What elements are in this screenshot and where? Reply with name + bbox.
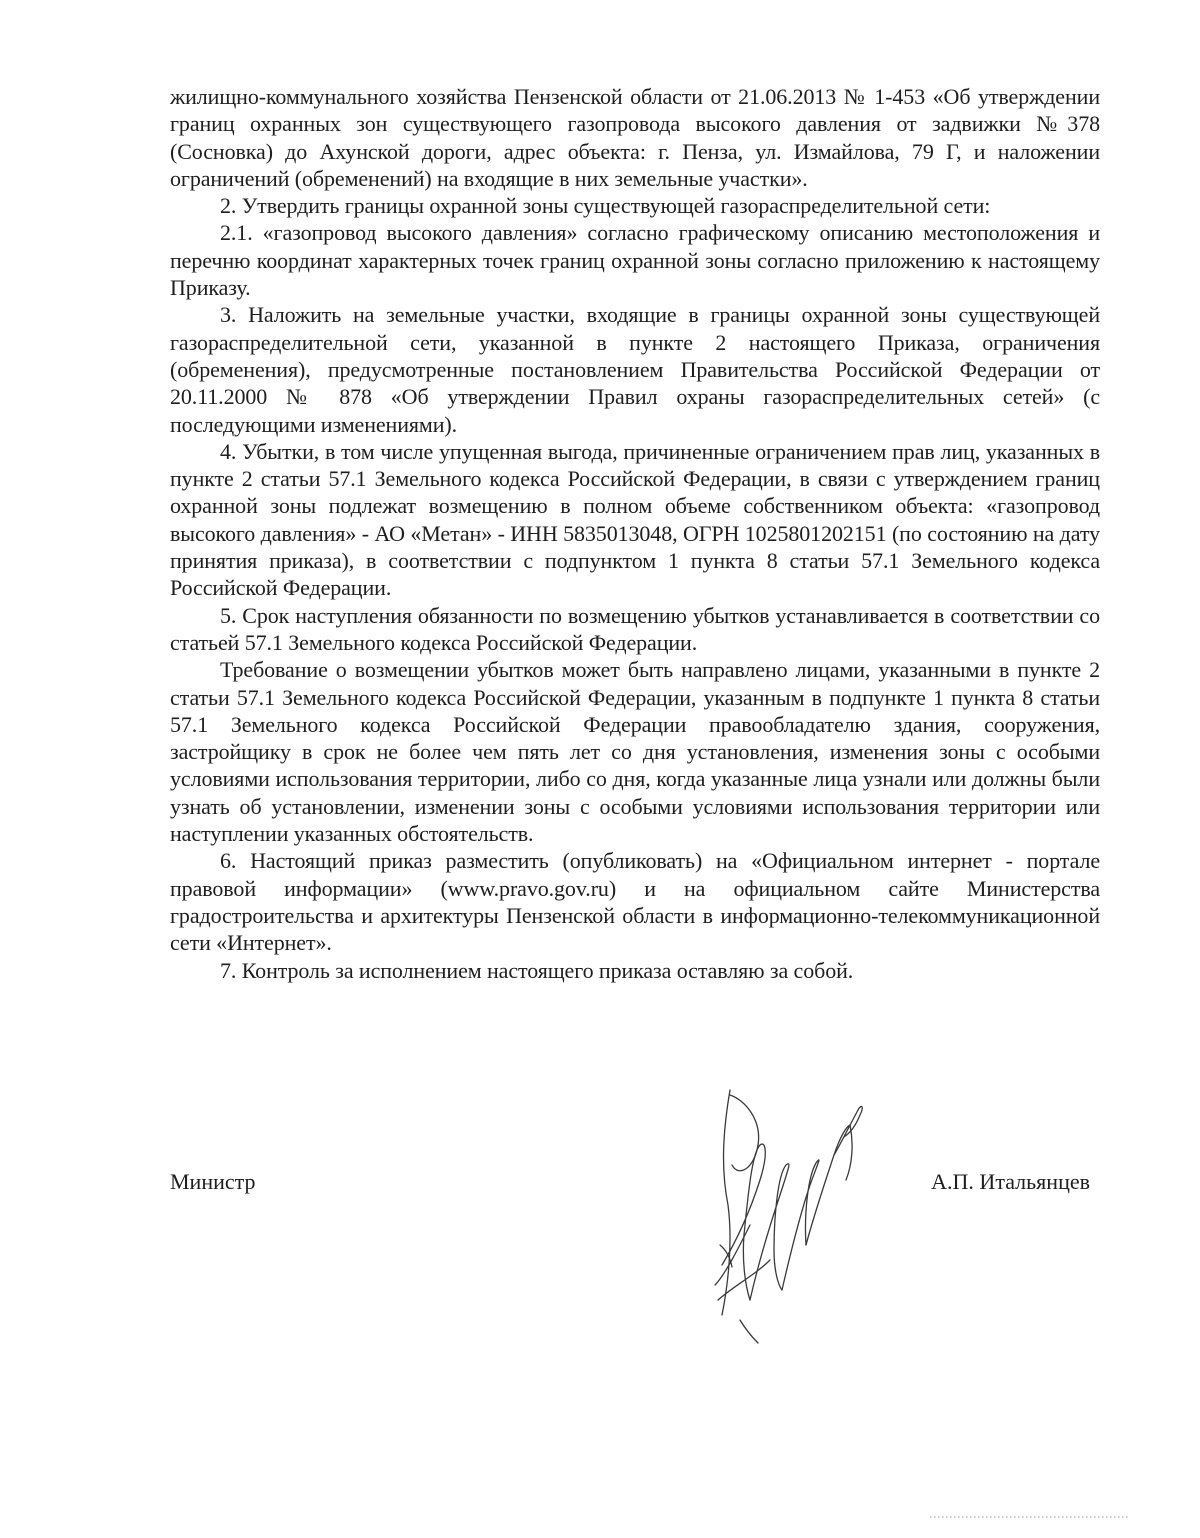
paragraph-item-5: 5. Срок наступления обязанности по возмещению убытков устанавливается в соответствии со статьей 57.1 Земельного кодекса Российской Федерации. [170,602,1100,655]
paragraph-item-2-1: 2.1. «газопровод высокого давления» согласно графическому описанию местоположения и перечню координат характерных точек границ охранной зоны согласно приложению к настоящему Приказу. [170,220,1100,301]
paragraph-item-4: 4. Убытки, в том числе упущенная выгода, причиненные ограничением прав лиц, указанных в пункте 2 статьи 57.1 Земельного кодекса Российской Федерации, в связи с утверждением границ охранной зоны подлежат возмещению в полном объеме собственником объекта: «газопровод высокого давления» - АО «Метан» - ИНН 5835013048, ОГРН 1025801202151 (по состоянию на дату принятия приказа), в соответствии с подпунктом 1 пункта 8 статьи 57.1 Земельного кодекса Российской Федерации. [170,438,1100,601]
paragraph-item-7: 7. Контроль за исполнением настоящего приказа оставляю за собой. [220,957,854,983]
paragraph-item-6: 6. Настоящий приказ разместить (опубликовать) на «Официальном интернет - портале правовой информации» (www.pravo.gov.ru) и на официальном сайте Министерства градостроительства и архитектуры Пензенской области в информационно-телекоммуникационной сети «Интернет». [170,848,1100,956]
paragraph-item-3: 3. Наложить на земельные участки, входящие в границы охранной зоны существующей газораспределительной сети, указанной в пункте 2 настоящего Приказа, ограничения (обременения), предусмотренные постановлением Правительства Российской Федерации от 20.11.2000 № 878 «Об утверждении Правил охраны газораспределительных сетей» (с последующими изменениями). [170,302,1100,437]
signatory-name: А.П. Итальянцев [931,1169,1090,1194]
signatory-position: Министр [170,1169,256,1194]
handwritten-signature [700,1085,890,1345]
document-body [170,83,1100,984]
paragraph-compensation-claim: Требование о возмещении убытков может быть направлено лицами, указанными в пункте 2 статьи 57.1 Земельного кодекса Российской Федерации, указанным в подпункте 1 пункта 8 статьи 57.1 Земельного кодекса Российской Федерации правообладателю здания, сооружения, застройщику в срок не более чем пять лет со дня установления, изменения зоны с особыми условиями использования территории, либо со дня, когда указанные лица узнали или должны были узнать об установлении, изменении зоны с особыми условиями использования территории или наступлении указанных обстоятельств. [170,657,1100,847]
paragraph-item-2: 2. Утвердить границы охранной зоны существующей газораспределительной сети: [220,193,991,219]
scan-dotted-line [930,1514,1130,1520]
paragraph-continuation: жилищно-коммунального хозяйства Пензенской области от 21.06.2013 № 1-453 «Об утверждении границ охранных зон существующего газопровода высокого давления от задвижки №378 (Сосновка) до Ахунской дороги, адрес объекта: г. Пенза, ул. Измайлова, 79 Г, и наложении ограничений (обременений) на входящие в них земельные участки». [170,84,1100,191]
